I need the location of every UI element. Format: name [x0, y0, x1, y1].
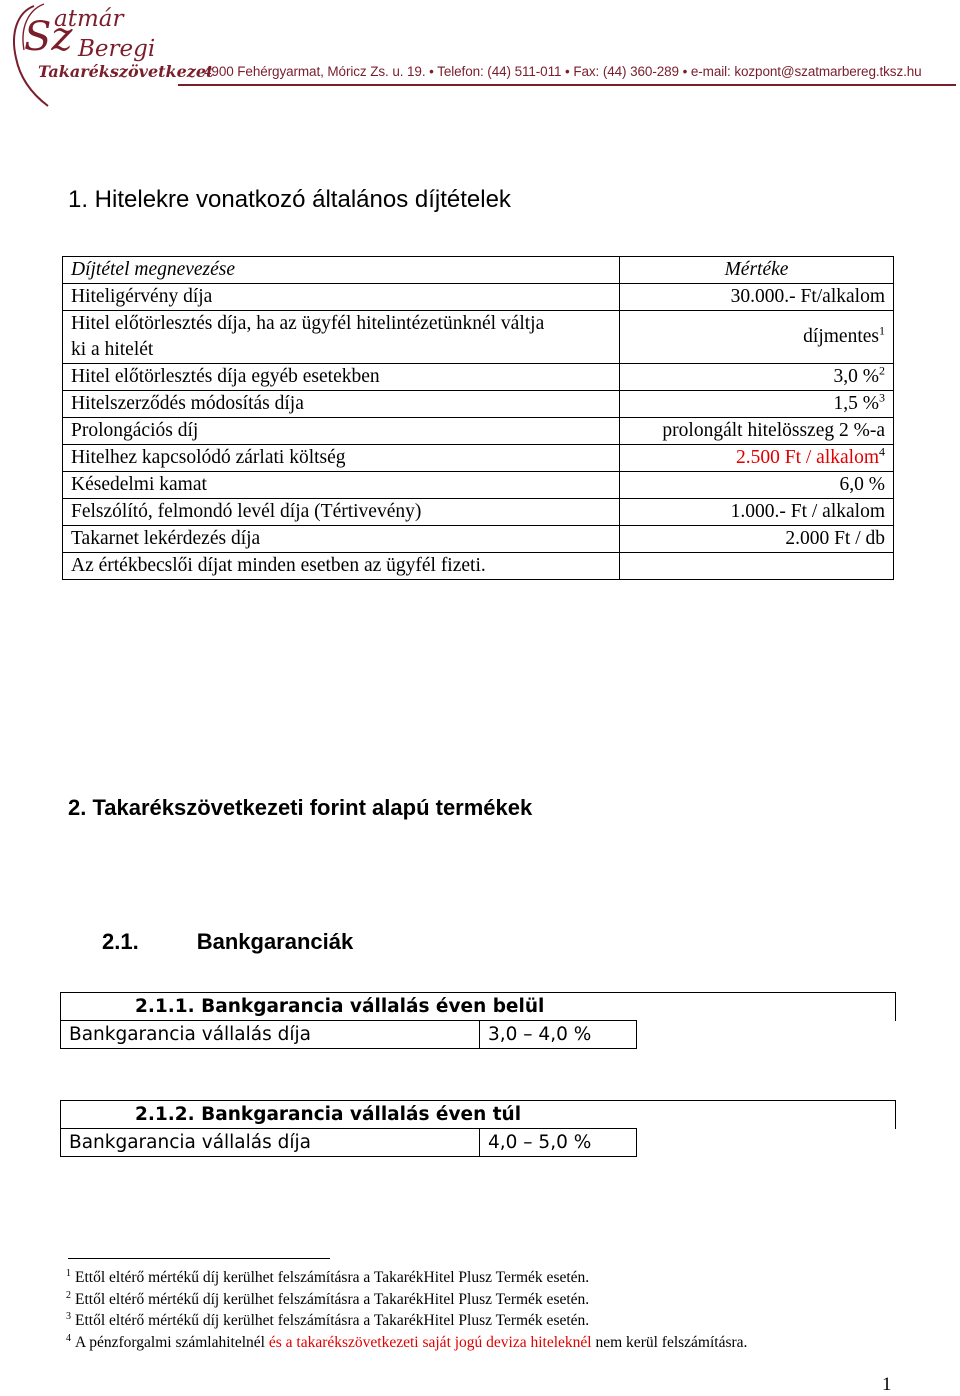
- row-name: Prolongációs díj: [63, 418, 620, 445]
- guarantee-fee-value: 3,0 – 4,0 %: [480, 1021, 637, 1049]
- logo-text-takarekszovetkezet: Takarékszövetkezet: [38, 62, 214, 81]
- subsection-title: Bankgaranciák: [196, 929, 354, 954]
- footnote-4: $^4$ A pénzforgalmi számlahitelnél és a takarékszövetkezeti saját jogú deviza hiteleknél nem kerül felszámításra.: [66, 1333, 748, 1351]
- row-value: 2.000 Ft / db: [620, 526, 894, 553]
- bank-logo: [4, 2, 214, 110]
- guarantee-table-within-year: [60, 992, 896, 1049]
- footnote-2: $^2$ Ettől eltérő mértékű díj kerülhet felszámításra a TakarékHitel Plusz Termék esetén.: [66, 1290, 590, 1308]
- footnote-separator: [68, 1258, 330, 1259]
- table-row: [63, 445, 894, 472]
- row-name: Az értékbecslői díjat minden esetben az ügyfél fizeti.: [63, 553, 620, 580]
- subsection-number: 2.1.: [102, 929, 139, 954]
- footnote-3: $^3$ Ettől eltérő mértékű díj kerülhet felszámításra a TakarékHitel Plusz Termék esetén.: [66, 1311, 590, 1329]
- row-name: Felszólító, felmondó levél díja (Tértivevény): [63, 499, 620, 526]
- row-value: 1.000.- Ft / alkalom: [620, 499, 894, 526]
- header-name-cell: Díjtétel megnevezése: [63, 257, 620, 284]
- logo-text-beregi: Beregi: [78, 36, 156, 62]
- row-value: 6,0 %: [620, 472, 894, 499]
- logo-text-sz: Sz: [24, 14, 73, 60]
- row-value: 3,0 %$^2$: [620, 364, 894, 391]
- section1-heading: 1. Hitelekre vonatkozó általános díjtételek: [68, 186, 511, 213]
- row-value: [620, 553, 894, 580]
- table-row: [63, 499, 894, 526]
- table-row: [63, 553, 894, 580]
- section2-heading: 2. Takarékszövetkezeti forint alapú termékek: [68, 795, 533, 820]
- row-value: 2.500 Ft / alkalom$^4$: [620, 445, 894, 472]
- guarantee-table-over-year: [60, 1100, 896, 1157]
- row-value: 1,5 %$^3$: [620, 391, 894, 418]
- row-value: díjmentes$^1$: [620, 311, 894, 364]
- row-name: Hiteligérvény díja: [63, 284, 620, 311]
- table-row: [63, 284, 894, 311]
- table-header-row: [63, 257, 894, 284]
- row-name: Hitelszerződés módosítás díja: [63, 391, 620, 418]
- guarantee-fee-value: 4,0 – 5,0 %: [480, 1129, 637, 1157]
- row-name: Hitel előtörlesztés díja egyéb esetekben: [63, 364, 620, 391]
- table-row: [61, 1021, 896, 1049]
- header-address: 4900 Fehérgyarmat, Móricz Zs. u. 19. • Telefon: (44) 511-011 • Fax: (44) 360-289 • e-mail: kozpont@szatmarbereg.tksz.hu: [204, 64, 922, 79]
- table-row: [61, 1129, 896, 1157]
- subsection-heading: [102, 929, 353, 955]
- table-row: [63, 526, 894, 553]
- row-name: Takarnet lekérdezés díja: [63, 526, 620, 553]
- footnote-ref: 3: [879, 390, 885, 405]
- footnote-1: $^1$ Ettől eltérő mértékű díj kerülhet felszámításra a TakarékHitel Plusz Termék esetén.: [66, 1268, 590, 1286]
- table-row: [63, 418, 894, 445]
- header-divider: [178, 84, 956, 86]
- guarantee-fee-label: Bankgarancia vállalás díja: [61, 1021, 480, 1049]
- row-value: prolongált hitelösszeg 2 %-a: [620, 418, 894, 445]
- footnote-ref: 1: [879, 323, 885, 338]
- row-name: Hitelhez kapcsolódó zárlati költség: [63, 445, 620, 472]
- table-row: [63, 472, 894, 499]
- logo-text-satmar: atmár: [54, 6, 124, 32]
- table-row: [63, 311, 894, 364]
- row-value: 30.000.- Ft/alkalom: [620, 284, 894, 311]
- table-row: [63, 364, 894, 391]
- guarantee-table-title: 2.1.1. Bankgarancia vállalás éven belül: [61, 993, 896, 1021]
- page-number: 1: [882, 1374, 892, 1395]
- row-name: Késedelmi kamat: [63, 472, 620, 499]
- header-value-cell: Mértéke: [620, 257, 894, 284]
- guarantee-fee-label: Bankgarancia vállalás díja: [61, 1129, 480, 1157]
- table-row: [63, 391, 894, 418]
- footnote-ref: 4: [879, 444, 885, 459]
- fee-table: [62, 256, 894, 580]
- guarantee-table-title: 2.1.2. Bankgarancia vállalás éven túl: [61, 1101, 896, 1129]
- row-name: Hitel előtörlesztés díja, ha az ügyfél hitelintézetünknél váltja ki a hitelét: [63, 311, 620, 364]
- footnote-ref: 2: [879, 363, 885, 378]
